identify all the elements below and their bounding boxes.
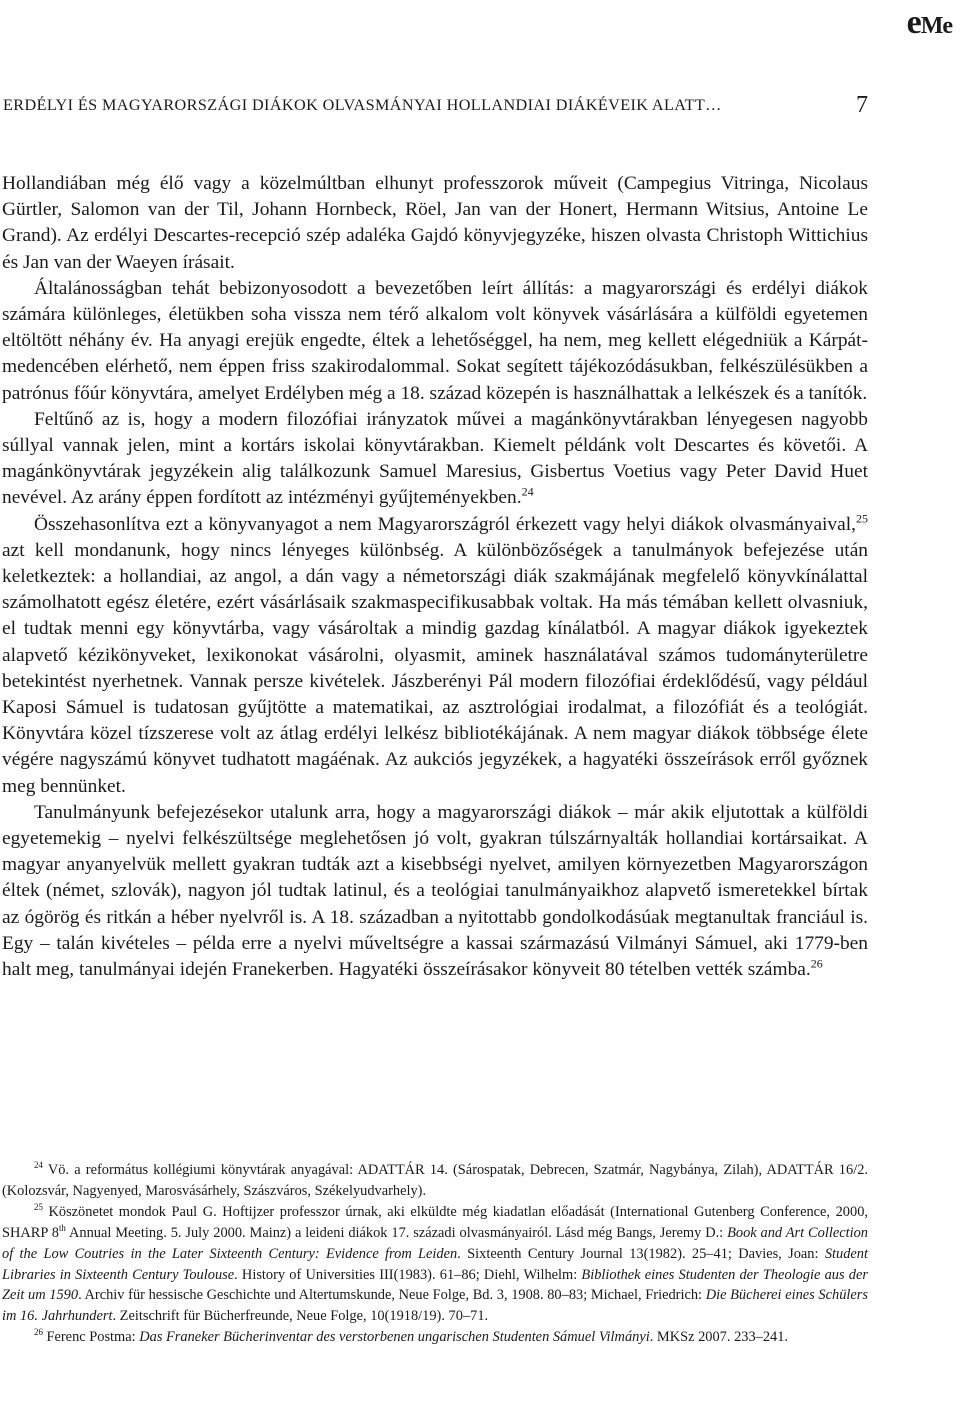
paragraph-3-text: Feltűnő az is, hogy a modern filozófiai irányzatok művei a magánkönyvtárakban lényegesen nagyobb súllyal vannak jelen, mint a kortárs iskolai könyvtárakban. Kiemelt példánk volt Descartes és követői. A magánkönyvtárak jegyzékein alig találkozunk Samuel Maresius, Gisbertus Voetius vagy Peter David Huet nevével. Az arány éppen fordított az intézményi gyűjteményekben. <box>2 408 868 509</box>
running-head: ERDÉLYI ÉS MAGYARORSZÁGI DIÁKOK OLVASMÁNYAI HOLLANDIAI DIÁKÉVEIK ALATT… <box>3 96 722 114</box>
publisher-logo <box>907 6 952 40</box>
book-title: Bibliothek eines Studenten der Theologie aus der Zeit um 1590 <box>2 1266 868 1304</box>
footnote-25 <box>2 1202 868 1327</box>
footnote-text: Ferenc Postma: <box>42 1329 140 1346</box>
footnote-ref-25[interactable]: 25 <box>855 511 868 526</box>
book-title: Student Libraries in Sixteenth Century Toulouse <box>2 1245 868 1283</box>
footnote-number: 24 <box>34 1160 43 1171</box>
logo-m: M <box>920 13 943 39</box>
footnote-text: . MKSz 2007. 233–241. <box>649 1329 789 1346</box>
footnote-ref-24[interactable]: 24 <box>521 484 534 499</box>
paragraph-5-text: Tanulmányunk befejezésekor utalunk arra, hogy a magyarországi diákok – már akik eljutottak a külföldi egyetemekig – nyelvi felkészültsége meglehetősen jó volt, gyakran túlszárnyalták hollandiai kortársaikat. A magyar anyanyelvük mellett gyakran tudták azt a kisebbségi nyelvet, amilyen környezetben Magyarországon éltek (német, szlovák), nagyon jól tudtak latinul, és a teológiai tanulmányaikhoz alapvető ismeretekkel bírtak az ógörög és ritkán a héber nyelvről is. A 18. században a nyitottabb gondolkodásúak megtanultak franciául is. Egy – talán kivételes – példa erre a nyelvi műveltségre a kassai származású Vilmányi Sámuel, aki 1779-ben halt meg, tanulmányai idején Franekerben. Hagyatéki összeírásakor könyveit 80 tételben vették számba. <box>2 801 868 981</box>
paragraph-2: Általánosságban tehát bebizonyosodott a bevezetőben leírt állítás: a magyarországi és erdélyi diákok számára különleges, életükben soha vissza nem térő alkalom volt könyvek vásárlására a külföldi egyetemen eltöltött néhány év. Ha anyagi erejük engedte, éltek a lehetőséggel, ha nem, meg kellett elégedniük a Kárpát-medencében elérhető, nem éppen friss szakirodalommal. Sokat segített tájékozódásukban, felkészülésükben a patrónus főúr könyvtára, amelyet Erdélyben még a 18. század közepén is használhattak a lelkészek és a tanítók. <box>2 277 868 404</box>
footnotes <box>2 1160 868 1348</box>
footnote-24 <box>2 1160 868 1202</box>
book-title: Das Franeker Bücherinventar des verstorbenen ungarischen Studenten Sámuel Vilmányi <box>139 1329 650 1346</box>
paragraph-1: Hollandiában még élő vagy a közelmúltban elhunyt professzorok műveit (Campegius Vitringa, Nicolaus Gürtler, Salomon van der Til, Johann Hornbeck, Röel, Jan van der Honert, Hermann Witsius, Antoine Le Grand). Az erdélyi Descartes-recepció szép adaléka Gajdó könyvjegyzéke, hiszen olvasta Christoph Wittichius és Jan van der Waeyen írásait. <box>2 173 868 273</box>
footnote-text: . Archiv für hessische Geschichte und Altertumskunde, Neue Folge, Bd. 3, 1908. 80–83; Michael, Friedrich: <box>78 1287 706 1304</box>
paragraph-4 <box>2 512 868 800</box>
logo-e: e <box>906 4 921 41</box>
footnote-text: Vö. a református kollégiumi könyvtárak anyagával: ADATTÁR 14. (Sárospatak, Debrecen, Szatmár, Nagybánya, Zilah), ADATTÁR 16/2. (Kolozsvár, Nagyenyed, Marosvásárhely, Szászváros, Székelyudvarhely). <box>2 1162 868 1199</box>
footnote-text: Köszönetet mondok Paul G. Hoftijzer professzor úrnak, aki elküldte még kiadatlan előadását (International Gutenberg Conference, 2000, SHARP 8 <box>2 1203 868 1241</box>
paragraph-5 <box>2 800 868 983</box>
footnote-26 <box>2 1327 868 1348</box>
logo-e-small: e <box>942 13 952 39</box>
book-title: Die Bücherei eines Schülers im 16. Jahrhundert <box>2 1287 868 1325</box>
footnote-number: 25 <box>34 1202 43 1213</box>
footnote-text: . History of Universities III(1983). 61–86; Diehl, Wilhelm: <box>234 1266 582 1283</box>
paragraph-4-text-a: Összehasonlítva ezt a könyvanyagot a nem Magyarországról érkezett vagy helyi diákok olvasmányaival, <box>34 513 856 535</box>
footnote-ref-26[interactable]: 26 <box>810 956 823 971</box>
footnote-text: Annual Meeting. 5. July 2000. Mainz) a leideni diákok 17. századi olvasmányairól. Lásd még Bangs, Jeremy D.: <box>65 1224 728 1241</box>
footnote-number: 26 <box>34 1327 43 1338</box>
ordinal-suffix: th <box>58 1222 66 1233</box>
book-title: Book and Art Collection of the Low Coutries in the Later Sixteenth Century: Evidence from Leiden <box>2 1224 868 1262</box>
main-text <box>2 171 868 983</box>
page-number: 7 <box>856 92 868 118</box>
footnote-text: . Sixteenth Century Journal 13(1982). 25–41; Davies, Joan: <box>457 1245 825 1262</box>
footnote-text: . Zeitschrift für Bücherfreunde, Neue Folge, 10(1918/19). 70–71. <box>112 1308 489 1325</box>
paragraph-3 <box>2 407 868 512</box>
paragraph-4-text-b: azt kell mondanunk, hogy nincs lényeges különbség. A különbözőségek a tanulmányok befejezése után keletkeztek: a hollandiai, az angol, a dán vagy a németországi diák szakmájának megfelelő könyvkínálattal számolhatott egész életére, ezért vásárlásaik szakmaspecifikusabbak voltak. Ha más témában kellett olvasniuk, el tudtak menni egy könyvtárba, vagy vásároltak a mindig gazdag kínálatból. A magyar diákok igyekeztek alapvető kézikönyveket, lexikonokat vásárolni, olyasmit, aminek használatával számos tudományterületre betekintést nyerhetnek. Vannak persze kivételek. Jászberényi Pál modern filozófiai érdeklődésű, vagy például Kaposi Sámuel is tudatosan gyűjtötte a matematikai, az asztrológiai irodalmat, a filozófiát és a teológiát. Könyvtára közel tízszerese volt az átlag erdélyi lelkész bibliotékájának. A nem magyar diákok többsége élete végére nagyszámú könyvet tudhatott magáénak. Az aukciós jegyzékek, a hagyatéki összeírások erről győznek meg bennünket. <box>2 539 868 797</box>
